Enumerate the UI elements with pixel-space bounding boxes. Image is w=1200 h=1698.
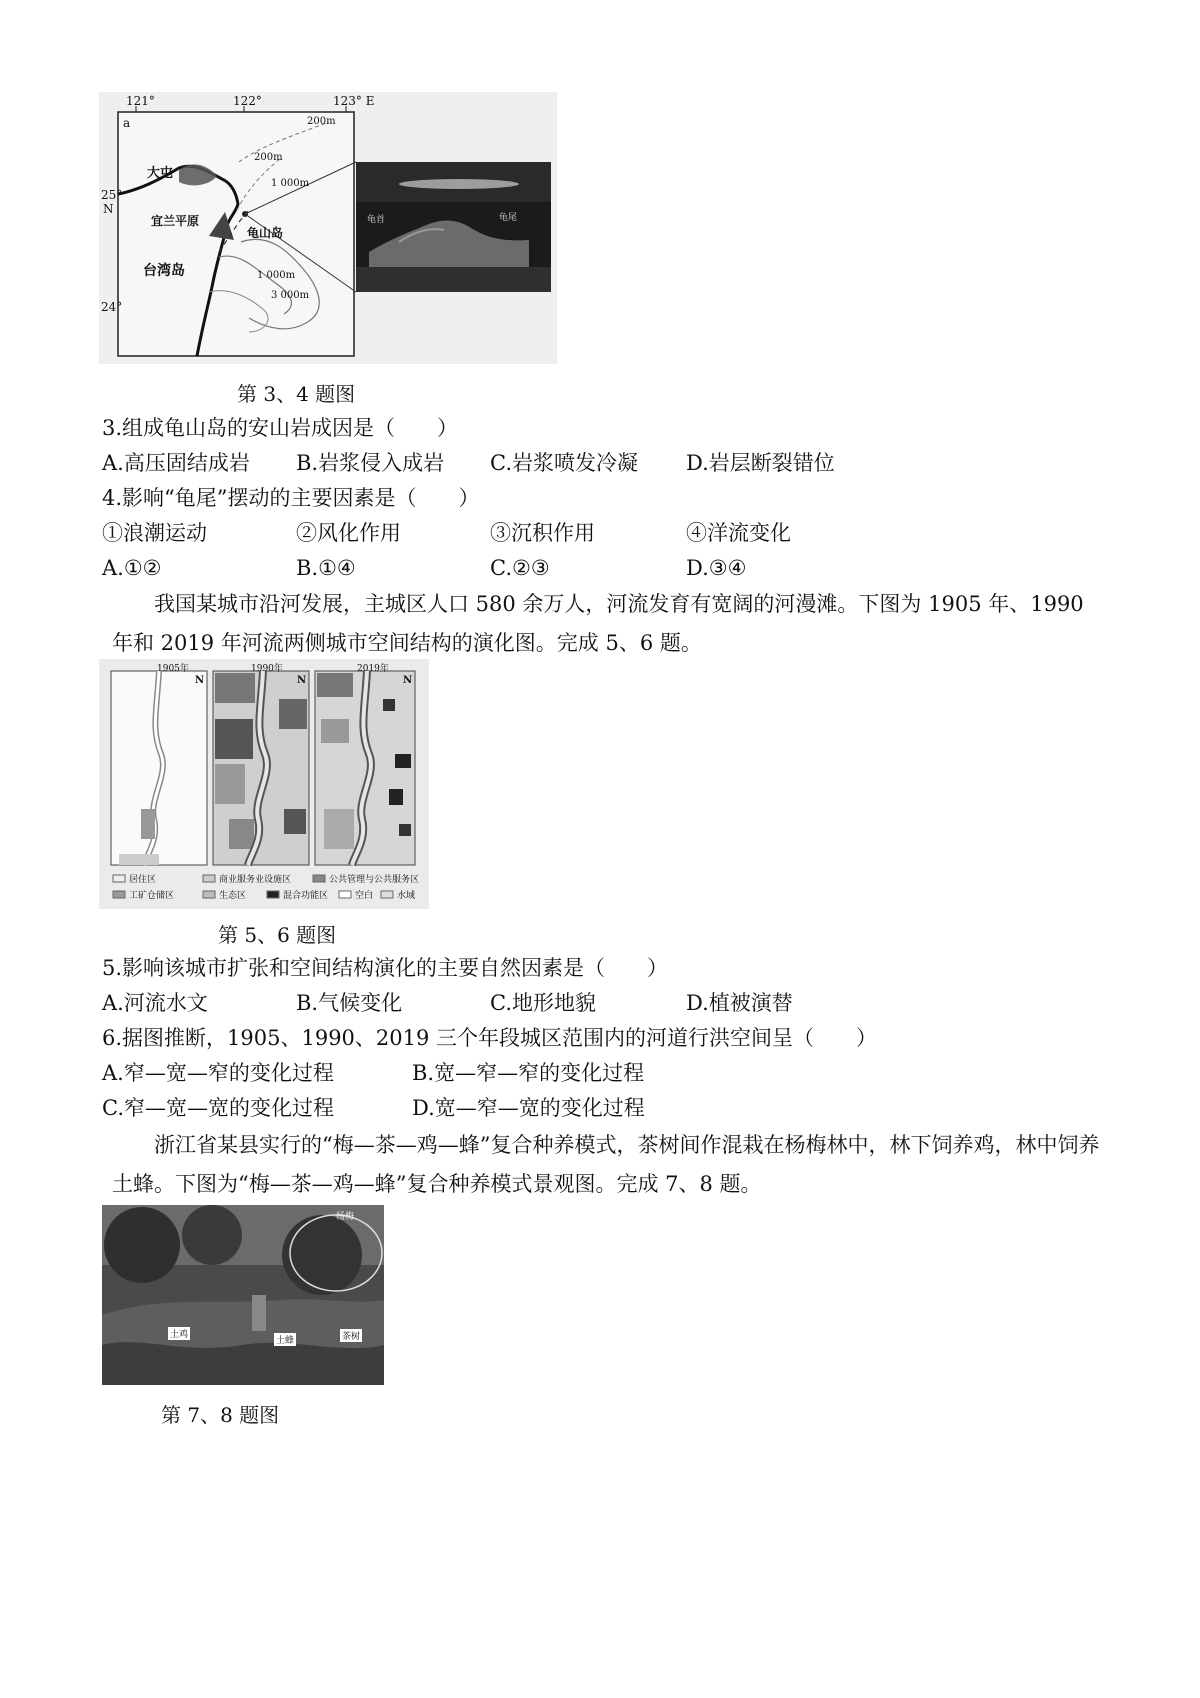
q3-option-b: B.岩浆侵入成岩 (296, 451, 445, 475)
figure1-caption: 第 3、4 题图 (237, 382, 356, 406)
lon-label-123: 123° E (333, 94, 375, 108)
depth-label-1000a: 1 000m (271, 178, 310, 189)
legend-residential: 居住区 (129, 875, 157, 885)
label-guishan: 龟山岛 (247, 226, 284, 240)
panel-year-1990: 1990年 (251, 664, 283, 674)
q6-option-b: B.宽—窄—窄的变化过程 (412, 1061, 645, 1085)
depth-label-1000b: 1 000m (257, 270, 296, 281)
figure-landscape-photo (102, 1205, 384, 1385)
intro-q7-8: 浙江省某县实行的“梅—茶—鸡—蜂”复合种养模式，茶树间作混栽在杨梅林中，林下饲养鸡，林中饲养土蜂。下图为“梅—茶—鸡—蜂”复合种养模式景观图。完成 7、8 题。 (112, 1133, 1100, 1196)
north-arrow-1: N (195, 675, 205, 686)
q3-stem: 3.组成龟山岛的安山岩成因是（ ） (102, 416, 459, 440)
q3-option-d: D.岩层断裂错位 (686, 451, 835, 475)
lon-label-121: 121° (126, 94, 155, 108)
legend-blank: 空白 (355, 891, 374, 901)
q4-factor-3: ③沉积作用 (490, 521, 595, 545)
lat-label-n: N (103, 202, 114, 216)
label-datun: 大屯 (147, 166, 174, 181)
legend-public: 公共管理与公共服务区 (329, 875, 420, 885)
lat-label-24: 24° (101, 300, 123, 314)
q4-option-c: C.②③ (490, 556, 550, 580)
photo-label-yangmei: 杨梅 (336, 1212, 355, 1222)
q4-factor-2: ②风化作用 (296, 521, 401, 545)
q6-option-a: A.窄—宽—窄的变化过程 (102, 1061, 334, 1085)
photo-label-tuji: 土鸡 (168, 1327, 190, 1340)
panel-2019 (315, 671, 415, 865)
q6-option-d: D.宽—窄—宽的变化过程 (412, 1096, 645, 1120)
legend-mixed: 混合功能区 (283, 891, 329, 901)
q6-option-c: C.窄—宽—宽的变化过程 (102, 1096, 334, 1120)
map-frame (118, 112, 354, 356)
depth-label-200a: 200m (307, 116, 336, 127)
panel-1905 (111, 671, 207, 865)
q4-stem: 4.影响“龟尾”摆动的主要因素是（ ） (102, 486, 480, 510)
figure-guishan-map (99, 92, 557, 364)
label-taiwan: 台湾岛 (143, 263, 185, 279)
lon-label-122: 122° (233, 94, 262, 108)
lat-label-25: 25° (101, 188, 123, 202)
north-arrow-2: N (297, 675, 307, 686)
depth-label-200b: 200m (254, 152, 283, 163)
panel-1990 (213, 671, 309, 865)
photo-label-head: 龟首 (367, 215, 386, 225)
figure3-caption: 第 7、8 题图 (161, 1403, 280, 1427)
q4-factor-4: ④洋流变化 (686, 521, 791, 545)
photo-label-tufeng: 土蜂 (274, 1333, 296, 1346)
q5-option-a: A.河流水文 (102, 991, 208, 1015)
panel-year-2019: 2019年 (357, 664, 389, 674)
photo-label-chashu: 茶树 (340, 1329, 362, 1342)
q5-option-d: D.植被演替 (686, 991, 793, 1015)
q5-option-c: C.地形地貌 (490, 991, 596, 1015)
legend-industrial: 工矿仓储区 (129, 891, 175, 901)
q3-option-a: A.高压固结成岩 (102, 451, 250, 475)
panel-year-1905: 1905年 (157, 664, 189, 674)
q5-stem: 5.影响该城市扩张和空间结构演化的主要自然因素是（ ） (102, 956, 669, 980)
q5-option-b: B.气候变化 (296, 991, 403, 1015)
depth-label-3000: 3 000m (271, 290, 310, 301)
north-arrow-3: N (403, 675, 413, 686)
legend-water: 水域 (397, 891, 416, 901)
q3-option-c: C.岩浆喷发冷凝 (490, 451, 638, 475)
q6-stem: 6.据图推断，1905、1990、2019 三个年段城区范围内的河道行洪空间呈（ ） (102, 1026, 878, 1050)
q4-option-d: D.③④ (686, 556, 747, 580)
map-corner-label: a (123, 116, 131, 130)
q4-option-a: A.①② (102, 556, 162, 580)
legend-commercial: 商业服务业设施区 (219, 875, 292, 885)
legend-ecological: 生态区 (219, 891, 247, 901)
figure2-caption: 第 5、6 题图 (218, 923, 337, 947)
q4-factor-1: ①浪潮运动 (102, 521, 207, 545)
q4-option-b: B.①④ (296, 556, 356, 580)
intro-q5-6: 我国某城市沿河发展，主城区人口 580 余万人，河流发育有宽阔的河漫滩。下图为 1905 年、1990 年和 2019 年河流两侧城市空间结构的演化图。完成 5、6 题。 (112, 592, 1084, 655)
photo-label-tail: 龟尾 (499, 213, 518, 223)
figure-city-evolution (99, 659, 429, 909)
label-yilan: 宜兰平原 (151, 214, 200, 228)
